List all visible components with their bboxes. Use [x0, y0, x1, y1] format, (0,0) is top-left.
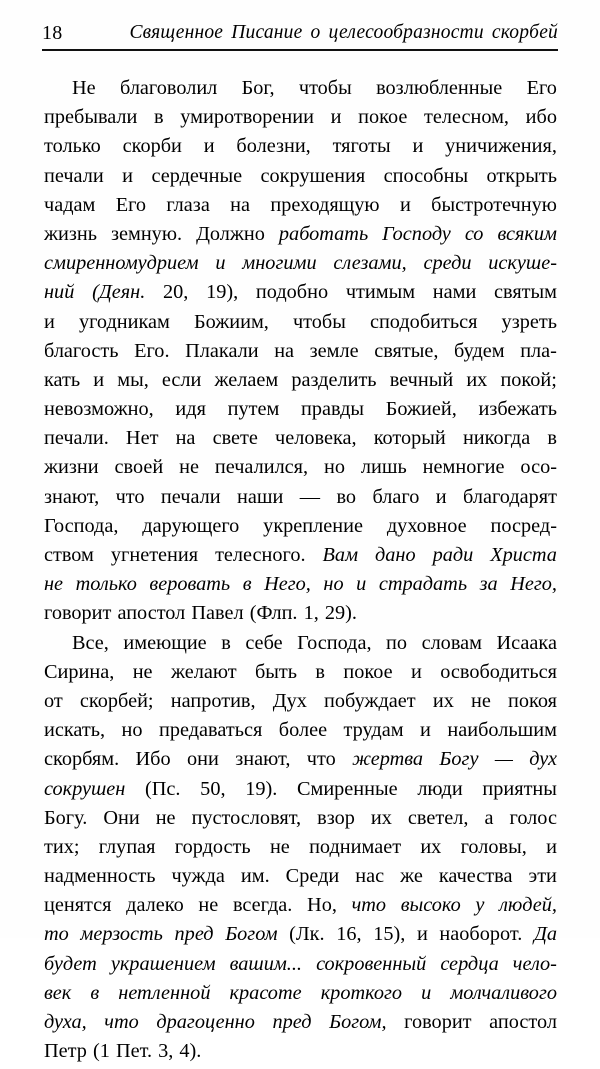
- text-line: [44, 77, 557, 106]
- text-line: [44, 135, 557, 164]
- word: Богу.: [44, 806, 88, 829]
- word: знают,: [235, 748, 291, 771]
- word: Его.: [134, 339, 170, 362]
- word: чело-: [512, 952, 557, 975]
- word: избежать: [478, 398, 557, 421]
- text-line: [44, 456, 557, 485]
- word: в: [90, 981, 100, 1004]
- text-line: [44, 486, 557, 515]
- word: и: [122, 164, 134, 187]
- word: за: [479, 573, 498, 596]
- word: наибольшим: [447, 719, 557, 742]
- word: земную.: [110, 222, 183, 245]
- word: на: [274, 339, 295, 362]
- word: Все,: [72, 631, 109, 654]
- header-rule: [42, 49, 558, 51]
- word: и: [93, 368, 105, 391]
- text-line: [44, 427, 557, 456]
- word: преходящую: [270, 193, 380, 216]
- word: 50,: [200, 777, 226, 800]
- word: что: [104, 1011, 139, 1033]
- word: благодарят: [463, 485, 557, 508]
- word: Его: [526, 77, 557, 99]
- word: ством: [44, 544, 94, 566]
- word: пребывали: [44, 106, 138, 129]
- word: скорбям.: [44, 748, 120, 771]
- word: Пет.: [115, 1040, 153, 1063]
- word: 20,: [163, 281, 189, 304]
- word: люди: [417, 777, 463, 800]
- word: дано: [375, 544, 416, 566]
- text-line: [44, 865, 557, 894]
- word: и: [546, 835, 557, 858]
- word: что: [115, 485, 145, 508]
- word: 3,: [158, 1040, 174, 1063]
- word: Господа,: [297, 631, 372, 654]
- word: не: [471, 689, 491, 712]
- word: предаваться: [159, 719, 263, 742]
- word: наоборот.: [439, 923, 523, 946]
- word: сокровенный: [316, 952, 427, 975]
- word: по: [386, 631, 408, 654]
- word: не: [179, 456, 199, 479]
- word: чтобы: [292, 310, 346, 333]
- paragraph: [44, 77, 557, 632]
- word: Они: [103, 806, 140, 829]
- word: ценятся: [44, 894, 112, 917]
- word: у: [475, 894, 485, 917]
- text-line: [44, 807, 557, 836]
- page-number: 18: [42, 22, 63, 44]
- word: дух: [529, 748, 557, 771]
- word: чтобы: [298, 77, 352, 99]
- word: свете: [212, 427, 258, 450]
- text-line: [44, 719, 557, 748]
- word: не: [44, 573, 64, 596]
- word: святым: [494, 281, 557, 304]
- word: никогда: [462, 427, 531, 450]
- word: Не: [72, 77, 96, 99]
- word: посред-: [490, 514, 557, 537]
- word: словам: [421, 631, 482, 654]
- word: сердечные: [151, 164, 243, 187]
- word: век: [44, 981, 72, 1004]
- word: духовное: [386, 514, 467, 537]
- word: возлюбленные: [376, 77, 503, 99]
- word: чтимым: [345, 281, 416, 304]
- text-line: [44, 573, 557, 602]
- word: (Пс.: [145, 777, 181, 800]
- text-line: [44, 369, 557, 398]
- word: 19),: [206, 281, 239, 304]
- word: ибо: [525, 106, 557, 129]
- word: чужда: [171, 865, 225, 888]
- word: но: [121, 719, 143, 742]
- text-line: [44, 982, 557, 1011]
- word: не: [198, 894, 219, 917]
- text-line: [44, 690, 557, 719]
- word: и: [399, 193, 411, 216]
- text-line: [44, 340, 557, 369]
- word: глаза: [166, 193, 210, 216]
- word: пустословят,: [191, 806, 302, 829]
- word: в: [154, 106, 164, 129]
- word: говорит: [404, 1011, 472, 1033]
- word: печалился,: [214, 456, 309, 479]
- word: угнетения: [110, 544, 199, 566]
- word: качества: [438, 865, 513, 888]
- word: Богу: [439, 748, 479, 771]
- word: печали: [44, 164, 104, 187]
- word: Петр: [44, 1040, 87, 1063]
- word: искать,: [44, 719, 106, 742]
- word: веровать: [149, 573, 231, 596]
- word: высоко: [400, 894, 461, 917]
- word: покое: [358, 106, 408, 129]
- word: скорбей;: [79, 689, 154, 712]
- word: (Лк.: [289, 923, 325, 946]
- word: покоя: [508, 689, 557, 712]
- word: Богом,: [329, 1011, 387, 1033]
- word: что: [351, 894, 387, 917]
- word: жизнь: [44, 222, 97, 245]
- word: печали.: [44, 427, 109, 450]
- word: красоте: [229, 981, 302, 1004]
- word: благоволил: [120, 77, 218, 99]
- word: их: [370, 806, 392, 829]
- word: 15),: [373, 923, 406, 946]
- word: (Флп.: [249, 602, 298, 625]
- word: покой;: [500, 368, 557, 391]
- word: поднимает: [309, 835, 402, 858]
- word: и: [421, 981, 432, 1004]
- word: им.: [240, 865, 270, 888]
- paragraph: [44, 632, 557, 1069]
- word: в: [221, 631, 231, 654]
- word: головы,: [460, 835, 527, 858]
- word: Ибо: [135, 748, 171, 771]
- word: гордость: [174, 835, 251, 858]
- word: Смиренные: [296, 777, 398, 800]
- word: земле: [309, 339, 359, 362]
- text-line: [44, 252, 557, 281]
- text-line: [44, 661, 557, 690]
- word: ний: [44, 281, 75, 304]
- word: и: [420, 719, 431, 742]
- word: вашим...: [229, 952, 303, 975]
- text-line: [44, 311, 557, 340]
- word: не: [132, 660, 153, 683]
- word: трудам: [343, 719, 404, 742]
- word: их: [420, 835, 442, 858]
- word: драгоценно: [156, 1011, 255, 1033]
- word: в: [242, 573, 252, 596]
- word: способны: [383, 164, 469, 187]
- word: —: [299, 485, 321, 508]
- word: Должно: [196, 222, 265, 245]
- word: искуше-: [488, 252, 557, 275]
- running-header: [42, 20, 558, 50]
- word: мерзость: [80, 923, 163, 946]
- word: эти: [528, 865, 557, 888]
- word: приятны: [482, 777, 557, 800]
- text-line: [44, 602, 557, 631]
- word: но: [323, 573, 344, 596]
- word: путем: [227, 398, 280, 421]
- word: 16,: [336, 923, 362, 946]
- word: слезами,: [333, 252, 407, 275]
- word: Вам: [322, 544, 359, 566]
- word: голос: [509, 806, 557, 829]
- word: если: [161, 368, 202, 391]
- word: чадам: [44, 193, 96, 216]
- word: себе: [245, 631, 283, 654]
- word: телесном,: [424, 106, 510, 129]
- text-line: [44, 165, 557, 194]
- word: а: [484, 806, 494, 829]
- word: мы,: [117, 368, 149, 391]
- word: Дух: [272, 689, 307, 712]
- word: открыть: [486, 164, 557, 187]
- word: невозможно,: [44, 398, 154, 421]
- word: нетленной: [118, 981, 211, 1004]
- word: только: [75, 573, 137, 596]
- word: Плакали: [185, 339, 259, 362]
- text-line: [44, 1011, 557, 1040]
- word: в: [547, 427, 557, 450]
- word: далеко: [126, 894, 184, 917]
- word: молчаливого: [450, 981, 557, 1004]
- word: Нет: [125, 427, 159, 450]
- word: имеющие: [123, 631, 207, 654]
- word: желаем: [214, 368, 279, 391]
- word: подобно: [255, 281, 329, 304]
- word: Христа: [490, 544, 557, 566]
- word: человека,: [275, 427, 357, 450]
- word: вечный: [389, 368, 454, 391]
- text-line: [44, 1040, 557, 1069]
- text-line: [44, 544, 557, 573]
- word: сокрушен: [44, 777, 126, 800]
- word: среди: [423, 252, 472, 275]
- word: со: [464, 222, 484, 245]
- word: и: [356, 573, 367, 596]
- word: Да: [533, 923, 557, 946]
- text-line: [44, 632, 557, 661]
- word: смиренномудрием: [44, 252, 199, 275]
- text-line: [44, 223, 557, 252]
- word: пред: [272, 1011, 312, 1033]
- word: лишь: [360, 456, 407, 479]
- word: (1: [92, 1040, 110, 1063]
- word: страдать: [378, 573, 468, 596]
- word: нас: [355, 865, 385, 888]
- word: и: [203, 135, 215, 158]
- word: что: [306, 748, 336, 771]
- word: будет: [44, 952, 97, 975]
- text-line: [44, 778, 557, 807]
- word: их: [432, 689, 454, 712]
- word: кроткого: [320, 981, 403, 1004]
- word: они: [187, 748, 219, 771]
- word: Павел: [191, 602, 244, 625]
- word: узреть: [501, 310, 557, 333]
- body-text: [44, 77, 557, 1069]
- word: немногие: [422, 456, 505, 479]
- word: —: [494, 748, 513, 771]
- word: 19).: [245, 777, 278, 800]
- word: который: [373, 427, 446, 450]
- word: от: [44, 689, 63, 712]
- word: более: [278, 719, 328, 742]
- text-line: [44, 398, 557, 427]
- word: и: [330, 106, 342, 129]
- word: Богом: [225, 923, 278, 946]
- word: телесного.: [215, 544, 306, 566]
- word: (Деян.: [92, 281, 146, 304]
- word: благость: [44, 339, 119, 362]
- word: сподобиться: [369, 310, 478, 333]
- word: Него,: [264, 573, 311, 596]
- word: ради: [432, 544, 474, 566]
- word: духа,: [44, 1011, 87, 1033]
- word: жизни: [44, 456, 99, 479]
- word: угодникам: [78, 310, 170, 333]
- word: тих;: [44, 835, 80, 858]
- word: скорби: [122, 135, 182, 158]
- word: и: [411, 660, 422, 683]
- word: сокрушения: [260, 164, 366, 187]
- word: желают: [170, 660, 237, 683]
- word: печали: [160, 485, 221, 508]
- text-line: [44, 894, 557, 923]
- word: Господу: [382, 222, 451, 245]
- word: Бог,: [241, 77, 275, 99]
- word: то: [44, 923, 69, 946]
- word: будем: [454, 339, 505, 362]
- word: 4).: [179, 1040, 202, 1063]
- word: Него,: [510, 573, 557, 596]
- word: тяготы: [332, 135, 391, 158]
- word: укрепление: [263, 514, 363, 537]
- word: надменность: [44, 865, 156, 888]
- word: Божиим,: [193, 310, 269, 333]
- word: Господа,: [44, 514, 119, 537]
- word: людей,: [499, 894, 557, 917]
- word: быстротечную: [431, 193, 557, 216]
- word: на: [175, 427, 196, 450]
- text-line: [44, 923, 557, 952]
- word: и: [215, 252, 226, 275]
- word: глупая: [98, 835, 156, 858]
- word: апостол: [489, 1011, 557, 1033]
- word: 29).: [324, 602, 357, 625]
- word: дарующего: [142, 514, 240, 537]
- word: апостол: [117, 602, 186, 625]
- word: только: [44, 135, 101, 158]
- word: многими: [242, 252, 317, 275]
- word: умиротворении: [180, 106, 314, 129]
- word: всяким: [497, 222, 557, 245]
- word: 1,: [303, 602, 319, 625]
- word: осо-: [520, 456, 557, 479]
- word: взор: [317, 806, 355, 829]
- word: жертва: [352, 748, 424, 771]
- word: святые,: [374, 339, 439, 362]
- word: и: [412, 135, 424, 158]
- word: же: [400, 865, 423, 888]
- word: быть: [254, 660, 298, 683]
- word: болезни,: [236, 135, 311, 158]
- word: в: [315, 660, 325, 683]
- word: уничижения,: [445, 135, 557, 158]
- word: своей: [114, 456, 164, 479]
- word: освободиться: [440, 660, 557, 683]
- text-line: [44, 748, 557, 777]
- word: кать: [44, 368, 81, 391]
- text-line: [44, 281, 557, 310]
- text-line: [44, 106, 557, 135]
- word: напротив,: [170, 689, 256, 712]
- word: говорит: [44, 602, 112, 625]
- word: и: [435, 485, 447, 508]
- word: Его: [115, 193, 147, 216]
- word: Божией,: [385, 398, 457, 421]
- word: наши: [237, 485, 284, 508]
- word: благо: [372, 485, 420, 508]
- word: побуждает: [324, 689, 416, 712]
- word: светел,: [407, 806, 469, 829]
- word: идя: [175, 398, 206, 421]
- word: нами: [432, 281, 477, 304]
- word: покое: [343, 660, 393, 683]
- word: Исаака: [496, 631, 557, 654]
- word: не: [155, 806, 176, 829]
- text-line: [44, 953, 557, 982]
- word: но: [324, 456, 345, 479]
- word: их: [466, 368, 488, 391]
- word: Среди: [285, 865, 340, 888]
- word: украшением: [110, 952, 216, 975]
- word: на: [230, 193, 251, 216]
- running-title: Священное Писание о целесообразности скорбей: [129, 22, 558, 43]
- word: правды: [301, 398, 365, 421]
- word: работать: [278, 222, 369, 245]
- word: и: [44, 310, 55, 333]
- word: знают,: [44, 485, 100, 508]
- word: не: [269, 835, 290, 858]
- word: всегда.: [232, 894, 293, 917]
- text-line: [44, 836, 557, 865]
- word: и: [416, 923, 428, 946]
- word: сердца: [440, 952, 499, 975]
- word: Сирина,: [44, 660, 115, 683]
- word: во: [336, 485, 357, 508]
- word: пла-: [520, 339, 557, 362]
- text-line: [44, 515, 557, 544]
- word: пред: [174, 923, 214, 946]
- word: Но,: [307, 894, 337, 917]
- text-line: [44, 194, 557, 223]
- word: разделить: [291, 368, 377, 391]
